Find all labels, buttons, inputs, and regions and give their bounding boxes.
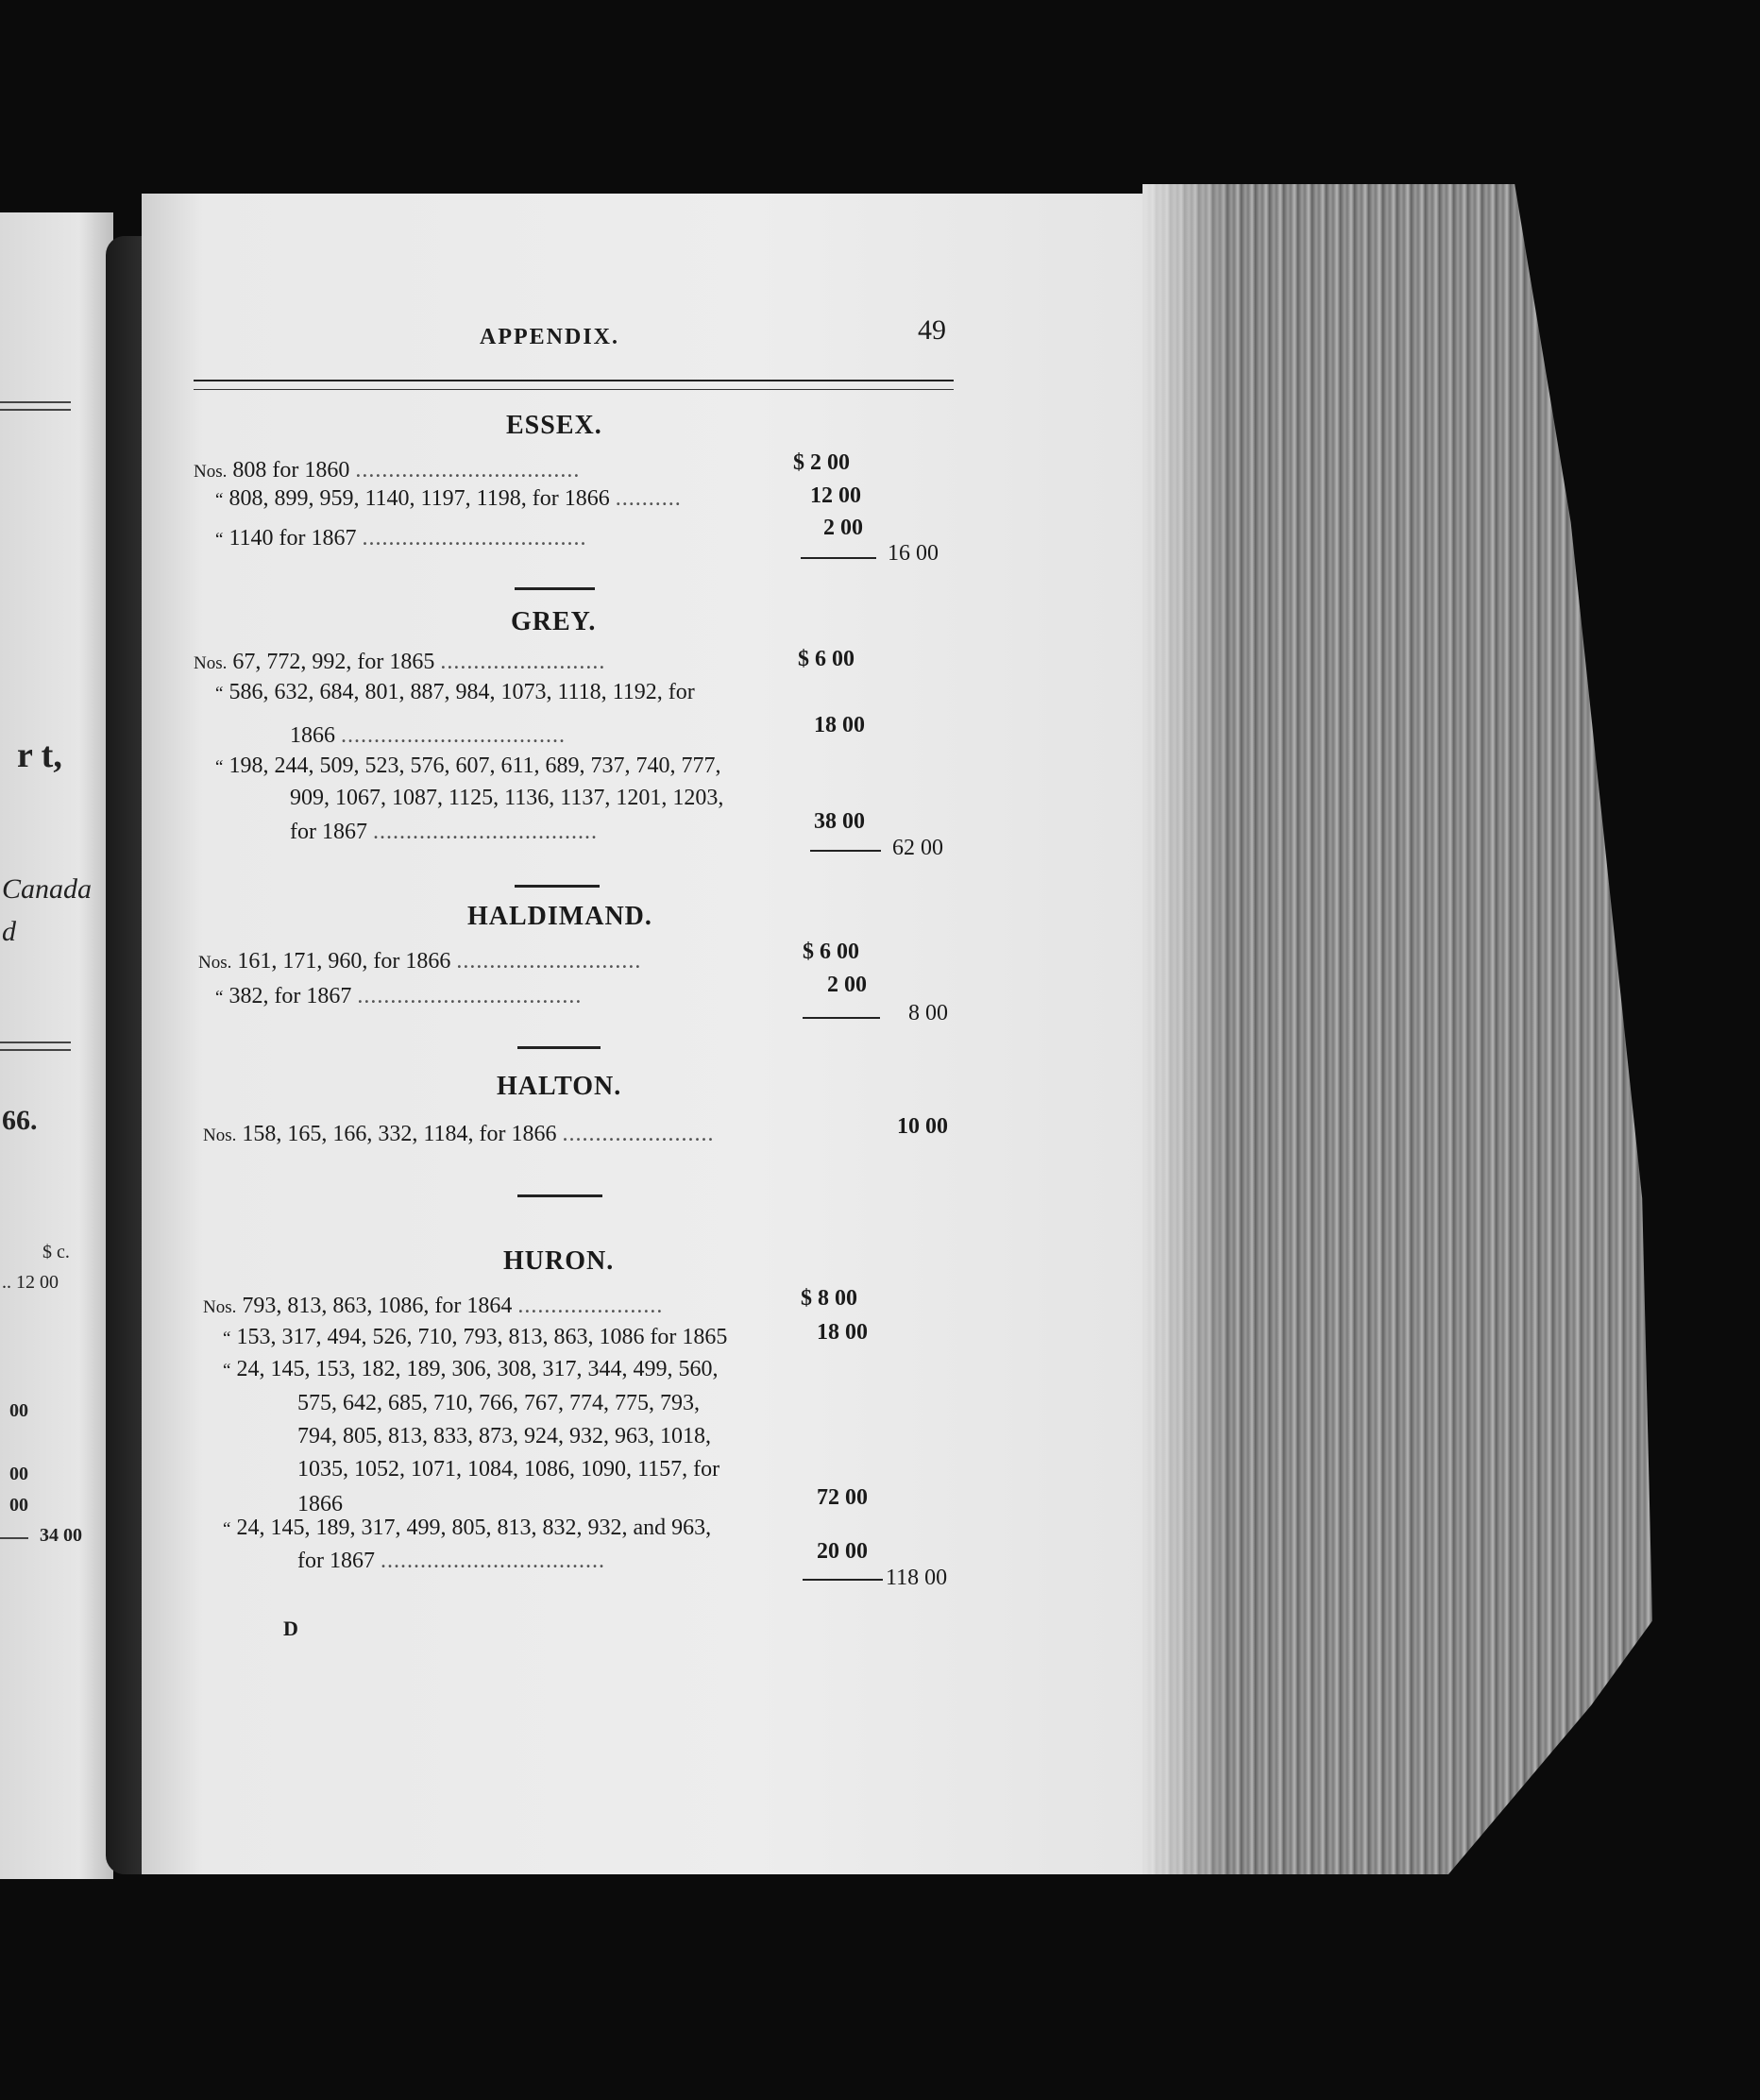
dot-leader: .................................. — [355, 458, 581, 483]
entry-line — [223, 1516, 711, 1541]
entry-amount: $ 6 00 — [798, 647, 855, 671]
running-header: APPENDIX. — [480, 325, 619, 349]
entry-line — [215, 486, 682, 512]
entry-prefix: Nos. — [194, 462, 228, 482]
section-title-huron: HURON. — [503, 1246, 615, 1276]
entry-amount: 38 00 — [814, 809, 865, 834]
dot-leader: .................................. — [380, 1549, 605, 1573]
entry-prefix: Nos. — [198, 953, 232, 973]
entry-line — [194, 458, 580, 483]
entry-text: 153, 317, 494, 526, 710, 793, 813, 863, 1086 for 1865 — [236, 1325, 728, 1349]
section-title-grey: GREY. — [511, 607, 597, 636]
left-fragment-d: d — [2, 916, 16, 947]
subtotal-rule — [810, 850, 881, 852]
entry-amount: 72 00 — [817, 1485, 868, 1510]
dot-leader: .................................. — [341, 723, 566, 748]
entry-text: 808, 899, 959, 1140, 1197, 1198, for 1866 — [228, 486, 610, 511]
entry-amount: $ 8 00 — [801, 1286, 857, 1311]
entry-prefix: “ — [223, 1361, 231, 1380]
entry-prefix: “ — [215, 490, 224, 510]
subtotal-rule — [803, 1017, 880, 1019]
left-amount-2: 00 — [9, 1400, 28, 1421]
entry-text: for 1867 — [290, 820, 367, 844]
entry-amount: 2 00 — [823, 516, 863, 540]
section-total: 16 00 — [888, 541, 939, 566]
entry-line — [297, 1457, 719, 1482]
section-divider — [517, 1046, 601, 1049]
entry-prefix: Nos. — [203, 1126, 237, 1145]
entry-text: 24, 145, 153, 182, 189, 306, 308, 317, 344, 499, 560, — [236, 1357, 719, 1381]
entry-prefix: “ — [223, 1519, 231, 1539]
entry-amount: 20 00 — [817, 1539, 868, 1564]
dot-leader: .................................. — [362, 526, 587, 550]
entry-line — [297, 1391, 700, 1416]
entry-line — [290, 786, 723, 811]
entry-line — [215, 680, 695, 705]
entry-text: 909, 1067, 1087, 1125, 1136, 1137, 1201, 1203, — [290, 786, 724, 810]
entry-line — [203, 1294, 663, 1319]
entry-text: 808 for 1860 — [232, 458, 350, 483]
left-currency-head: $ c. — [42, 1242, 70, 1262]
entry-text: 158, 165, 166, 332, 1184, for 1866 — [242, 1122, 557, 1146]
left-fragment-rt: r t, — [17, 736, 62, 775]
section-total: 118 00 — [886, 1566, 948, 1590]
dot-leader: ............................ — [456, 949, 642, 974]
entry-text: 1866 — [290, 723, 335, 748]
entry-text: 1035, 1052, 1071, 1084, 1086, 1090, 1157, for — [297, 1457, 720, 1482]
left-amount-4: 00 — [9, 1495, 28, 1516]
entry-prefix: “ — [215, 684, 224, 703]
entry-line — [215, 754, 721, 779]
entry-line — [223, 1357, 718, 1382]
header-rule — [194, 380, 954, 390]
entry-text: 1866 — [297, 1492, 343, 1516]
entry-line — [194, 650, 605, 675]
entry-line — [215, 984, 582, 1009]
entry-line — [223, 1325, 727, 1350]
subtotal-rule — [803, 1579, 883, 1581]
entry-prefix: “ — [223, 1329, 231, 1348]
left-fragment-66: 66. — [2, 1105, 38, 1136]
entry-line — [290, 820, 598, 845]
entry-text: 382, for 1867 — [228, 984, 352, 1008]
entry-text: 794, 805, 813, 833, 873, 924, 932, 963, 1018, — [297, 1424, 711, 1448]
dot-leader: ......................... — [440, 650, 606, 674]
signature-mark: D — [283, 1617, 298, 1640]
entry-amount: 12 00 — [810, 483, 861, 508]
entry-prefix: Nos. — [194, 653, 228, 673]
left-amount-total: 34 00 — [40, 1525, 82, 1546]
section-divider — [515, 587, 595, 590]
section-divider — [517, 1194, 602, 1197]
entry-text: 793, 813, 863, 1086, for 1864 — [242, 1294, 513, 1318]
entry-line — [297, 1424, 711, 1449]
entry-line — [297, 1492, 343, 1517]
entry-text: 575, 642, 685, 710, 766, 767, 774, 775, 793, — [297, 1391, 700, 1415]
entry-line — [203, 1122, 714, 1147]
dot-leader: .................................. — [357, 984, 583, 1008]
entry-amount: $ 2 00 — [793, 450, 850, 475]
entry-amount: $ 6 00 — [803, 940, 859, 964]
section-total: 62 00 — [892, 836, 943, 860]
section-title-haldimand: HALDIMAND. — [467, 902, 652, 931]
left-fragment-canada: Canada — [2, 873, 93, 905]
entry-text: for 1867 — [297, 1549, 375, 1573]
dot-leader: ...................... — [517, 1294, 664, 1318]
entry-text: 67, 772, 992, for 1865 — [232, 650, 435, 674]
left-amount-3: 00 — [9, 1464, 28, 1484]
entry-text: 24, 145, 189, 317, 499, 805, 813, 832, 932, and 963, — [236, 1516, 712, 1540]
entry-line — [198, 949, 641, 974]
entry-prefix: “ — [215, 988, 224, 1008]
entry-amount: 18 00 — [814, 713, 865, 737]
left-amount-1: .. 12 00 — [2, 1272, 59, 1293]
entry-line — [290, 723, 566, 749]
entry-line — [297, 1549, 605, 1574]
entry-amount: 10 00 — [897, 1114, 948, 1139]
page-number: 49 — [918, 314, 946, 346]
section-total: 8 00 — [908, 1001, 948, 1025]
dot-leader: .................................. — [372, 820, 598, 844]
subtotal-rule — [801, 557, 876, 559]
entry-text: 586, 632, 684, 801, 887, 984, 1073, 1118, 1192, for — [228, 680, 695, 704]
section-divider — [515, 885, 600, 888]
entry-prefix: “ — [215, 757, 224, 777]
entry-prefix: Nos. — [203, 1297, 237, 1317]
entry-text: 1140 for 1867 — [228, 526, 357, 550]
dot-leader: .......... — [615, 486, 682, 511]
dot-leader: ....................... — [562, 1122, 715, 1146]
section-title-essex: ESSEX. — [506, 411, 602, 440]
entry-line — [215, 526, 587, 551]
entry-amount: 2 00 — [827, 973, 867, 997]
entry-text: 161, 171, 960, for 1866 — [237, 949, 451, 974]
entry-prefix: “ — [215, 530, 224, 550]
entry-text: 198, 244, 509, 523, 576, 607, 611, 689, 737, 740, 777, — [228, 754, 721, 778]
section-title-halton: HALTON. — [497, 1072, 622, 1101]
entry-amount: 18 00 — [817, 1320, 868, 1345]
